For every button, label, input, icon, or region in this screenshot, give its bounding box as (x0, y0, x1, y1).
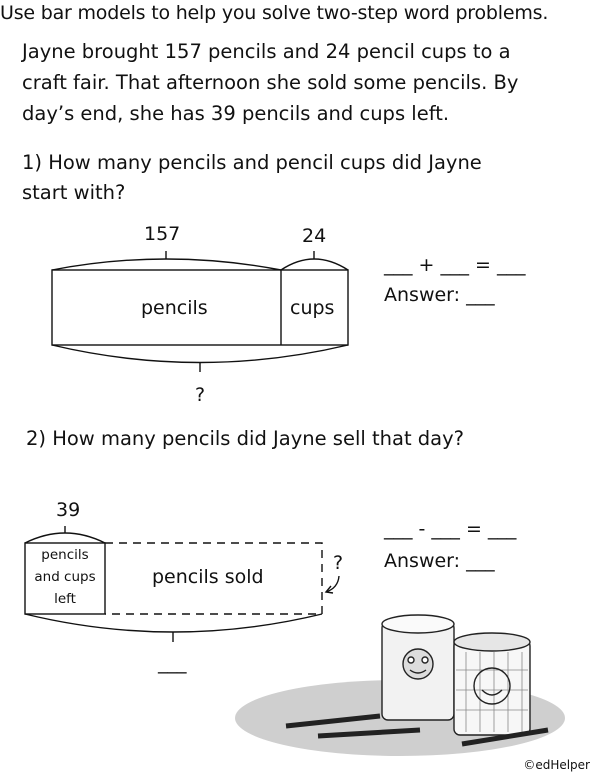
story-line: Jayne brought 157 pencils and 24 pencil cups to a (22, 40, 511, 63)
q1-part-cups: cups (290, 297, 335, 319)
q1-label-157: 157 (144, 223, 181, 245)
q1-total-unknown: ? (195, 384, 206, 406)
q2-brace-bottom (25, 614, 322, 632)
copyright-credit: ©edHelper (523, 758, 590, 772)
cups-illustration (235, 615, 565, 756)
q2-brace-top (25, 533, 105, 543)
q2-part-left-line: left (54, 591, 76, 607)
question-1-line: 1) How many pencils and pencil cups did Jayne (22, 151, 482, 174)
q1-answer: Answer: ___ (384, 284, 495, 306)
question-1-line: start with? (22, 181, 126, 204)
story-line: craft fair. That afternoon she sold some pencils. By (22, 71, 519, 94)
q2-unknown: ? (333, 552, 344, 574)
q1-part-pencils: pencils (141, 297, 208, 319)
q1-label-24: 24 (302, 225, 327, 247)
q1-brace-cups (281, 259, 348, 270)
q1-brace-pencils (52, 259, 281, 270)
q2-equation: ___ - ___ = ___ (384, 518, 517, 540)
q2-total-blank: ___ (158, 652, 187, 674)
instructions: Use bar models to help you solve two-step word problems. (0, 2, 549, 24)
q2-part-left (25, 544, 105, 610)
q2-part-left-line: and cups (34, 569, 96, 585)
question-2: 2) How many pencils did Jayne sell that day? (26, 427, 465, 450)
q1-brace-total (52, 345, 348, 363)
q2-part-left-line: pencils (41, 547, 89, 563)
q1-equation: ___ + ___ = ___ (384, 254, 526, 276)
q2-label-39: 39 (56, 499, 81, 521)
q2-part-pencils-sold: pencils sold (152, 566, 264, 588)
q2-answer: Answer: ___ (384, 550, 495, 572)
story-line: day’s end, she has 39 pencils and cups left. (22, 102, 450, 125)
